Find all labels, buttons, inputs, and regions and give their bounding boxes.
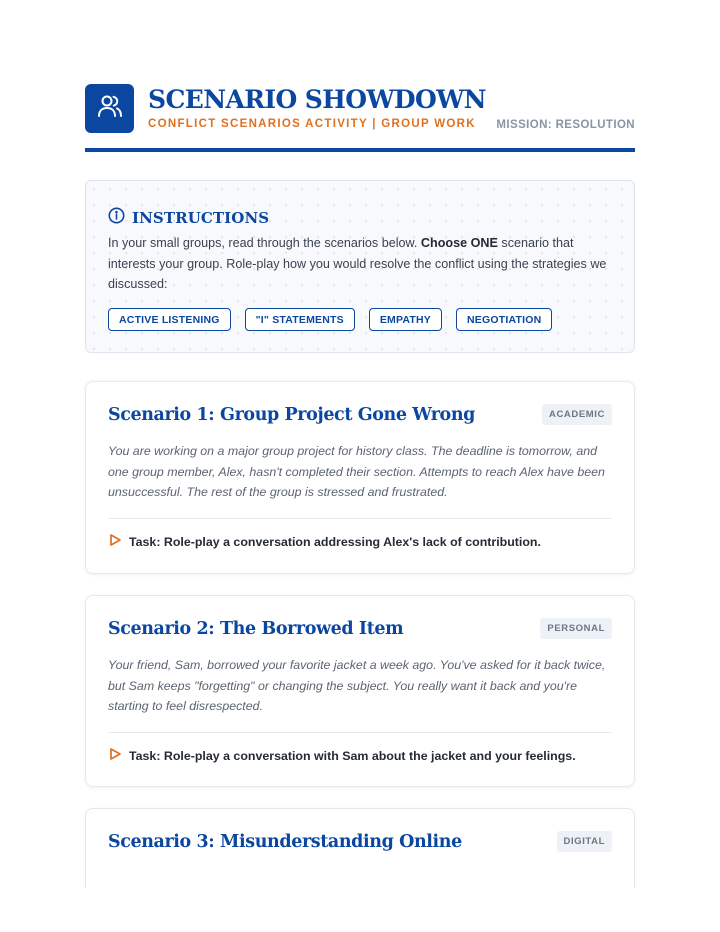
scenario-card-1 <box>85 381 635 574</box>
instructions-emphasis: Choose ONE <box>420 236 498 250</box>
page-subtitle: CONFLICT SCENARIOS ACTIVITY | GROUP WORK <box>148 118 476 130</box>
strategy-tag-negotiation: NEGOTIATION <box>456 308 552 331</box>
users-icon <box>96 92 124 125</box>
play-icon <box>108 747 122 764</box>
strategy-tag-active-listening: ACTIVE LISTENING <box>108 308 231 331</box>
page-header <box>85 84 635 152</box>
task-label: Task: Role-play a conversation addressing Alex's lack of contribution. <box>129 534 541 549</box>
strategy-tags <box>108 308 552 331</box>
task-label: Task: Role-play a conversation with Sam about the jacket and your feelings. <box>129 748 576 763</box>
instructions-text <box>108 233 608 295</box>
scenario-task <box>108 747 576 764</box>
instructions-text-part: scenario that interests your group. Role-play how you would resolve the conflict using the strategies we discussed: <box>108 236 607 291</box>
scenario-title: Scenario 3: Misunderstanding Online <box>108 832 462 852</box>
scenario-card-2 <box>85 595 635 787</box>
category-badge: PERSONAL <box>540 618 612 639</box>
play-icon <box>108 533 122 550</box>
strategy-tag-empathy: EMPATHY <box>369 308 442 331</box>
scenario-task <box>108 533 541 550</box>
mission-label: MISSION: RESOLUTION <box>496 119 635 131</box>
logo <box>85 84 134 133</box>
info-circle-icon <box>108 207 125 229</box>
scenario-description: Your friend, Sam, borrowed your favorite jacket a week ago. You've asked for it back twice, but Sam keeps "forgetting" or changing the subject. You really want it back and you're starting to feel disrespected. <box>108 658 606 713</box>
instructions-text-part: In your small groups, read through the scenarios below. <box>108 236 421 250</box>
instructions-title: INSTRUCTIONS <box>132 209 270 227</box>
instructions-box <box>85 180 635 353</box>
divider <box>108 518 612 519</box>
page-title: SCENARIO SHOWDOWN <box>148 85 486 114</box>
scenario-title: Scenario 1: Group Project Gone Wrong <box>108 405 475 425</box>
category-badge: ACADEMIC <box>542 404 612 425</box>
scenario-description: You are working on a major group project for history class. The deadline is tomorrow, and one group member, Alex, hasn't completed their section. Attempts to reach Alex have been unsuccessful. The rest of the group is stressed and frustrated. <box>108 444 605 499</box>
strategy-tag-i-statements: "I" STATEMENTS <box>245 308 355 331</box>
scenario-title: Scenario 2: The Borrowed Item <box>108 619 404 639</box>
divider <box>108 732 612 733</box>
category-badge: DIGITAL <box>557 831 613 852</box>
instructions-heading <box>108 207 269 229</box>
page-bottom-margin <box>0 888 720 932</box>
